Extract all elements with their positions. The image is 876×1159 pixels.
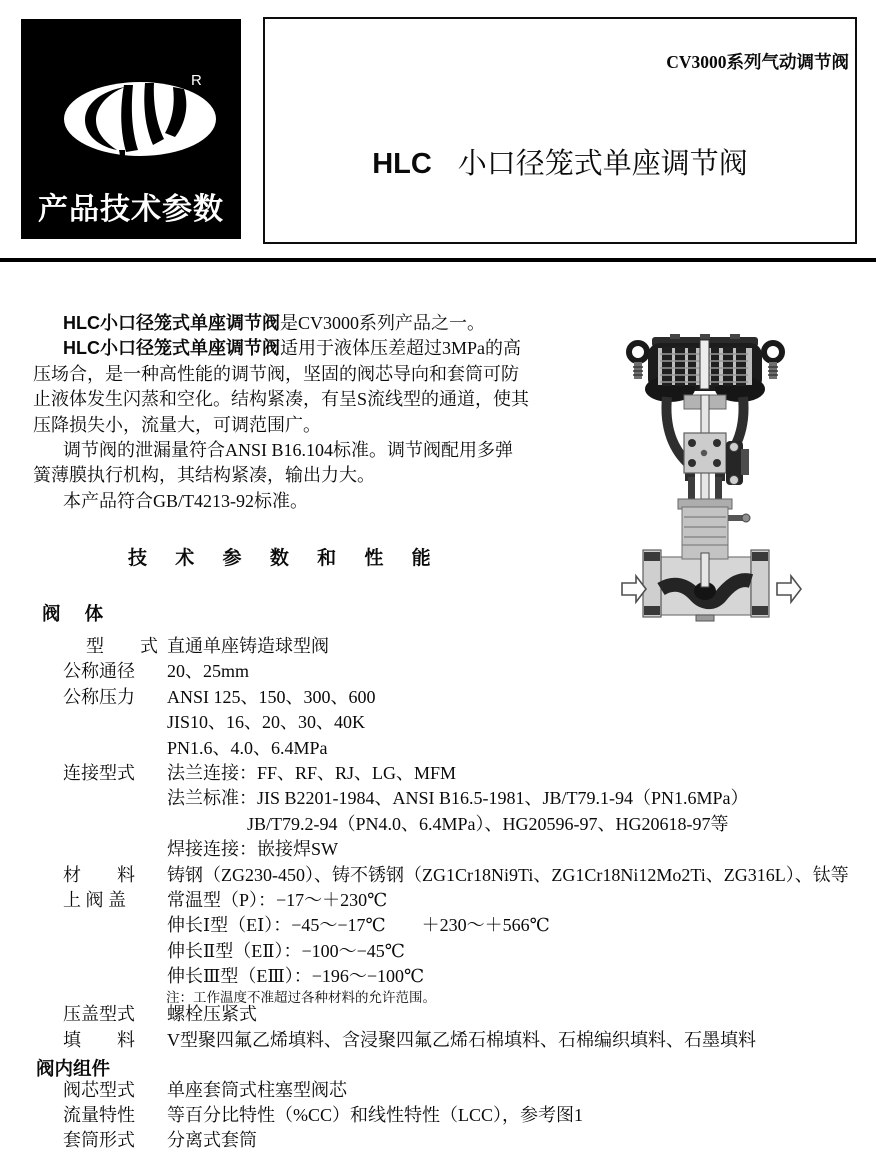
- spec-value: V型聚四氟乙烯填料、含浸聚四氟乙烯石棉填料、石棉编织填料、石墨填料: [167, 1030, 756, 1050]
- spec-value: 螺栓压紧式: [167, 1004, 257, 1024]
- spec-rows-valve-body: [0, 634, 876, 989]
- spec-row: [0, 837, 876, 862]
- spec-value: 法兰连接：FF、RF、RJ、LG、MFM: [167, 762, 457, 783]
- spec-value: PN1.6、4.0、6.4MPa: [167, 737, 328, 758]
- flow-out-arrow-icon: [777, 576, 801, 602]
- spec-rows-packing: [0, 1001, 876, 1053]
- series-label: CV3000系列气动调节阀: [666, 52, 849, 72]
- paragraph-3-line1: 调节阀的泄漏量符合ANSI B16.104标准。调节阀配用多弹: [63, 440, 514, 461]
- p1-bold-lead: HLC小口径笼式单座调节阀: [63, 313, 280, 333]
- registered-mark: R: [191, 72, 202, 89]
- paragraph-2-line4: 压降损失小，流量大，可调范围广。: [33, 414, 321, 435]
- actuator-housing: [645, 334, 765, 402]
- spec-row: [0, 1078, 876, 1103]
- spec-row: [0, 939, 876, 964]
- spec-row: [0, 786, 876, 811]
- page-title: [265, 141, 855, 182]
- spec-row: [0, 888, 876, 913]
- spec-label: 公称通径: [63, 661, 135, 682]
- stem-connector-block: [684, 433, 726, 473]
- spec-value: 单座套筒式柱塞型阀芯: [167, 1080, 347, 1100]
- spec-label: 公称压力: [63, 686, 135, 707]
- spec-row: [0, 1001, 876, 1027]
- spec-value: 分离式套筒: [167, 1130, 257, 1151]
- spec-value: 伸长Ⅲ型（EⅢ）：−196～−100℃: [167, 966, 425, 987]
- spec-row: [0, 863, 876, 888]
- paragraph-2-line3: 止液体发生闪蒸和空化。结构紧凑，有呈S流线型的通道，使其: [33, 389, 530, 410]
- header-box: [263, 17, 857, 244]
- spec-value: 直通单座铸造球型阀: [167, 636, 329, 656]
- paragraph-2-line2: 压场合，是一种高性能的调节阀，坚固的阀芯导向和套筒可防: [33, 363, 519, 384]
- eye-bolt-left-icon: [629, 343, 647, 379]
- spec-value: ANSI 125、150、300、600: [167, 686, 376, 707]
- spec-row: [0, 685, 876, 710]
- spec-value: 铸钢（ZG230-450）、铸不锈钢（ZG1Cr18Ni9Ti、ZG1Cr18Ni12Mo2Ti、ZG316L）、钛等: [167, 864, 849, 885]
- logo-glyph-tail: [119, 150, 125, 175]
- title-text: 小口径笼式单座调节阀: [457, 148, 748, 180]
- spec-label: 套筒形式: [63, 1130, 135, 1151]
- logo-caption: 产品技术参数: [38, 193, 224, 226]
- spec-label: 上 阀 盖: [63, 889, 126, 910]
- spec-label: 填 料: [63, 1030, 135, 1050]
- intro-text: [33, 311, 599, 514]
- spec-value: JB/T79.2-94（PN4.0、6.4MPa）、HG20596-97、HG20618-97等: [247, 813, 729, 834]
- spec-label: 型 式: [86, 636, 158, 656]
- spec-value: 20、25mm: [167, 661, 250, 682]
- spec-value: 焊接连接：嵌接焊SW: [167, 839, 338, 860]
- spec-row: [0, 634, 876, 659]
- paragraph-4: 本产品符合GB/T4213-92标准。: [63, 490, 308, 511]
- eye-bolt-right-icon: [764, 343, 782, 379]
- spec-value: 法兰标准：JIS B2201-1984、ANSI B16.5-1981、JB/T79.1-94（PN1.6MPa）: [167, 788, 749, 809]
- spec-label: 压盖型式: [63, 1004, 135, 1024]
- p2-bold-lead: HLC小口径笼式单座调节阀: [63, 338, 280, 359]
- spec-value: 等百分比特性（%CC）和线性特性（LCC），参考图1: [167, 1105, 584, 1126]
- spec-label: 材 料: [63, 864, 135, 885]
- spec-value: JIS10、16、20、30、40K: [167, 712, 366, 733]
- spec-row: [0, 964, 876, 989]
- spec-rows-trim: [0, 1078, 876, 1154]
- section-heading: 技 术 参 数 和 性 能: [128, 548, 443, 569]
- group-heading-valve-body: 阀 体: [42, 603, 113, 624]
- spec-row: [0, 913, 876, 938]
- valve-cross-section-figure: [612, 331, 812, 623]
- bonnet: [678, 477, 750, 549]
- paragraph-3-line2: 簧薄膜执行机构，其结构紧凑，输出力大。: [33, 465, 375, 486]
- spec-label: 阀芯型式: [63, 1080, 135, 1100]
- paragraph-1: HLC小口径笼式单座调节阀是CV3000系列产品之一。: [63, 313, 486, 333]
- group-heading-trim: 阀内组件: [36, 1058, 111, 1079]
- paragraph-2-line1: HLC小口径笼式单座调节阀适用于液体压差超过3MPa的高: [63, 338, 522, 359]
- spec-row: [0, 736, 876, 761]
- spec-row: [0, 812, 876, 837]
- temperature-note: 注：工作温度不准超过各种材料的允许范围。: [166, 990, 436, 1005]
- valve-body: [643, 545, 769, 621]
- spec-row: [0, 1103, 876, 1128]
- spec-row: [0, 1027, 876, 1053]
- spec-value: 伸长Ⅱ型（EⅡ）：−100～−45℃: [167, 940, 405, 961]
- positioner-bracket: [726, 441, 749, 485]
- spec-row: [0, 659, 876, 684]
- spec-value: 常温型（P）：−17～＋230℃: [167, 889, 388, 910]
- divider-line: [0, 258, 876, 262]
- spec-value: 伸长Ⅰ型（EⅠ）：−45～−17℃ ＋230～＋566℃: [167, 915, 550, 936]
- model-code: HLC: [372, 148, 432, 180]
- spec-label: 流量特性: [63, 1105, 135, 1126]
- spec-row: [0, 761, 876, 786]
- spec-label: 连接型式: [63, 762, 135, 783]
- spec-row: [0, 1128, 876, 1153]
- company-logo: [21, 19, 241, 239]
- spec-row: [0, 710, 876, 735]
